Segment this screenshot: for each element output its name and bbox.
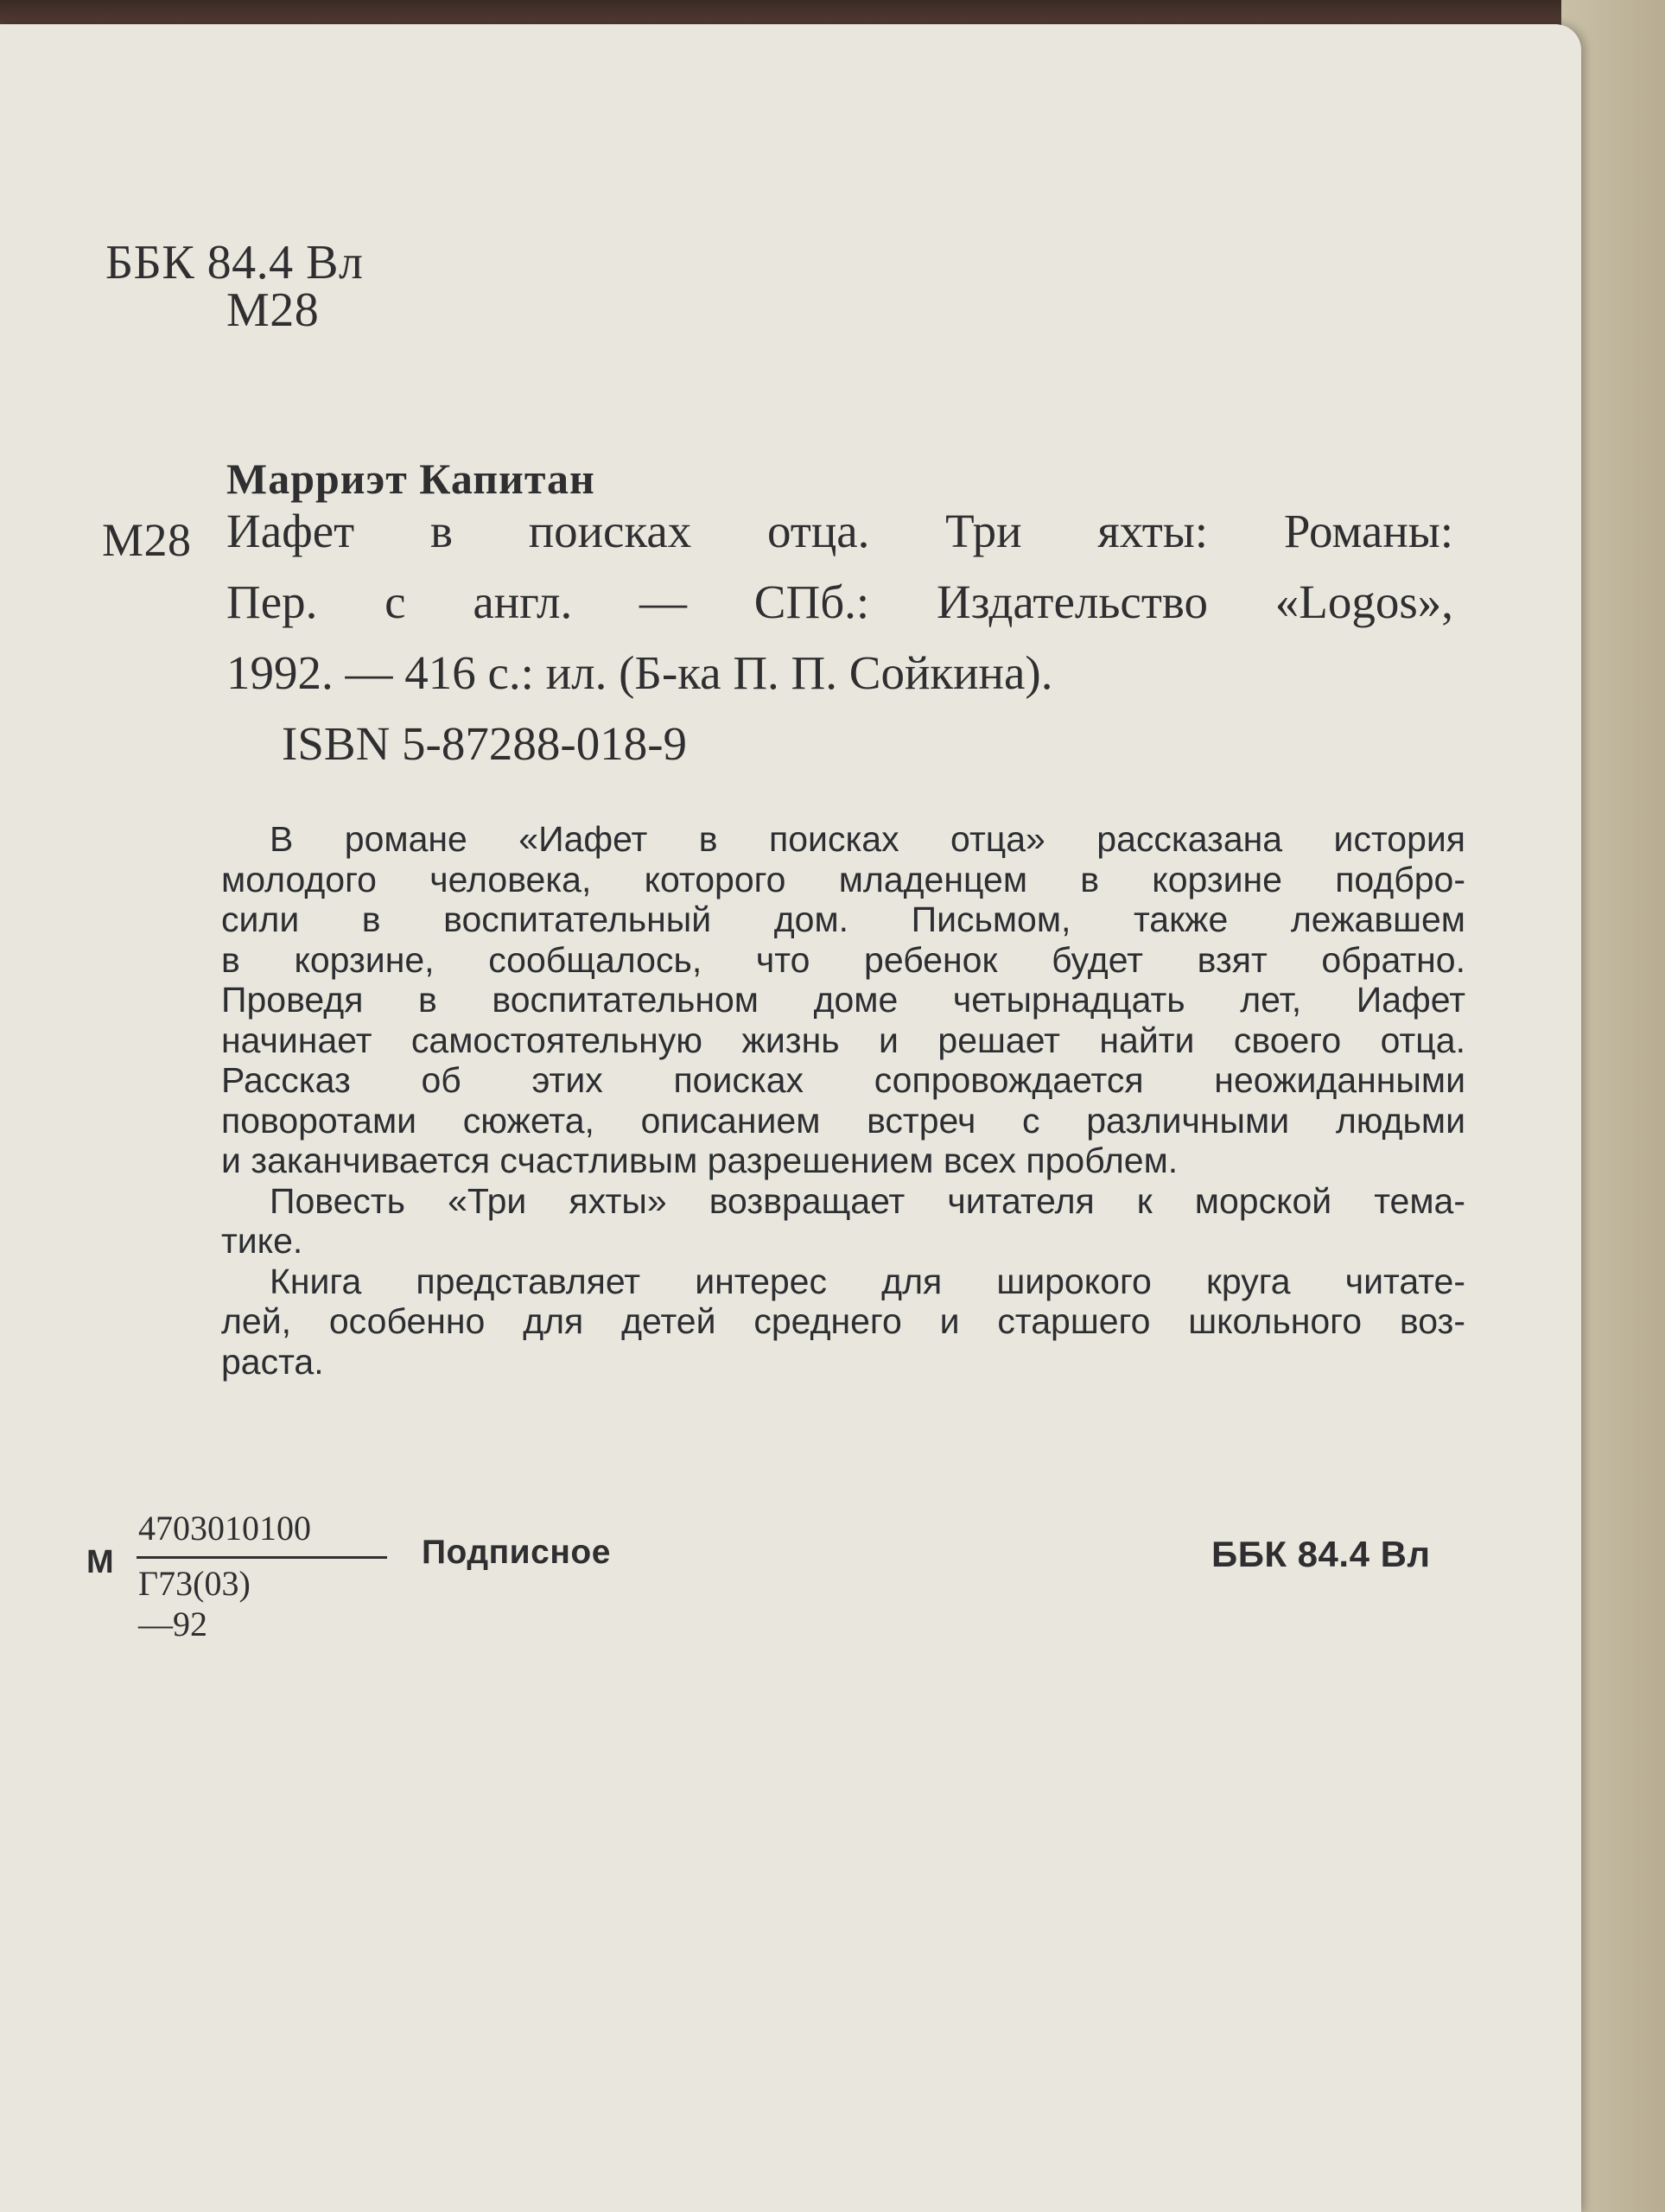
annotation-line: молодого человека, которого младенцем в корзине подбро-: [221, 859, 1465, 899]
fraction-numerator: 4703010100: [138, 1509, 311, 1548]
biblio-line: Иафет в поисках отца. Три яхты: Романы:: [226, 505, 1453, 557]
classification-code-top: ББК 84.4 Вл: [105, 236, 364, 289]
annotation-line: поворотами сюжета, описанием встреч с различными людьми: [221, 1100, 1465, 1141]
annotation-line: Книга представляет интерес для широкого круга читате-: [270, 1261, 1465, 1301]
biblio-line: 1992. — 416 с.: ил. (Б-ка П. П. Сойкина).: [226, 646, 1053, 699]
annotation-line: в корзине, сообщалось, что ребенок будет взят обратно.: [221, 939, 1465, 980]
bibliographic-description: [226, 496, 1453, 779]
fraction-prefix: М: [86, 1544, 114, 1580]
annotation-line: и заканчивается счастливым разрешением всех проблем.: [221, 1141, 1179, 1180]
author-mark-top: М28: [226, 283, 320, 337]
annotation-line: Проведя в воспитательном доме четырнадцать лет, Иафет: [221, 980, 1465, 1020]
subscription-label: Подписное: [422, 1534, 611, 1571]
biblio-line: Пер. с англ. — СПб.: Издательство «Logos»,: [226, 575, 1453, 628]
annotation-line: Повесть «Три яхты» возвращает читателя к морской тема-: [270, 1180, 1465, 1221]
book-annotation: [221, 819, 1465, 1382]
annotation-line: начинает самостоятельную жизнь и решает найти своего отца.: [221, 1020, 1465, 1060]
annotation-line: раста.: [221, 1341, 324, 1382]
classification-code-bottom: ББК 84.4 Вл: [1211, 1534, 1431, 1574]
isbn-number: ISBN 5-87288-018-9: [282, 717, 688, 770]
margin-author-mark: М28: [102, 514, 192, 566]
annotation-line: Рассказ об этих поисках сопровождается неожиданными: [221, 1060, 1465, 1100]
annotation-line: тике.: [221, 1221, 303, 1261]
fraction-denominator: Г73(03)—92: [138, 1564, 251, 1643]
annotation-line: сили в воспитательный дом. Письмом, также лежавшем: [221, 899, 1465, 939]
annotation-line: лей, особенно для детей среднего и старшего школьного воз-: [221, 1301, 1465, 1341]
fraction-bar: [137, 1556, 387, 1559]
author-heading: Марриэт Капитан: [226, 454, 595, 503]
annotation-line: В романе «Иафет в поисках отца» рассказана история: [270, 819, 1465, 859]
